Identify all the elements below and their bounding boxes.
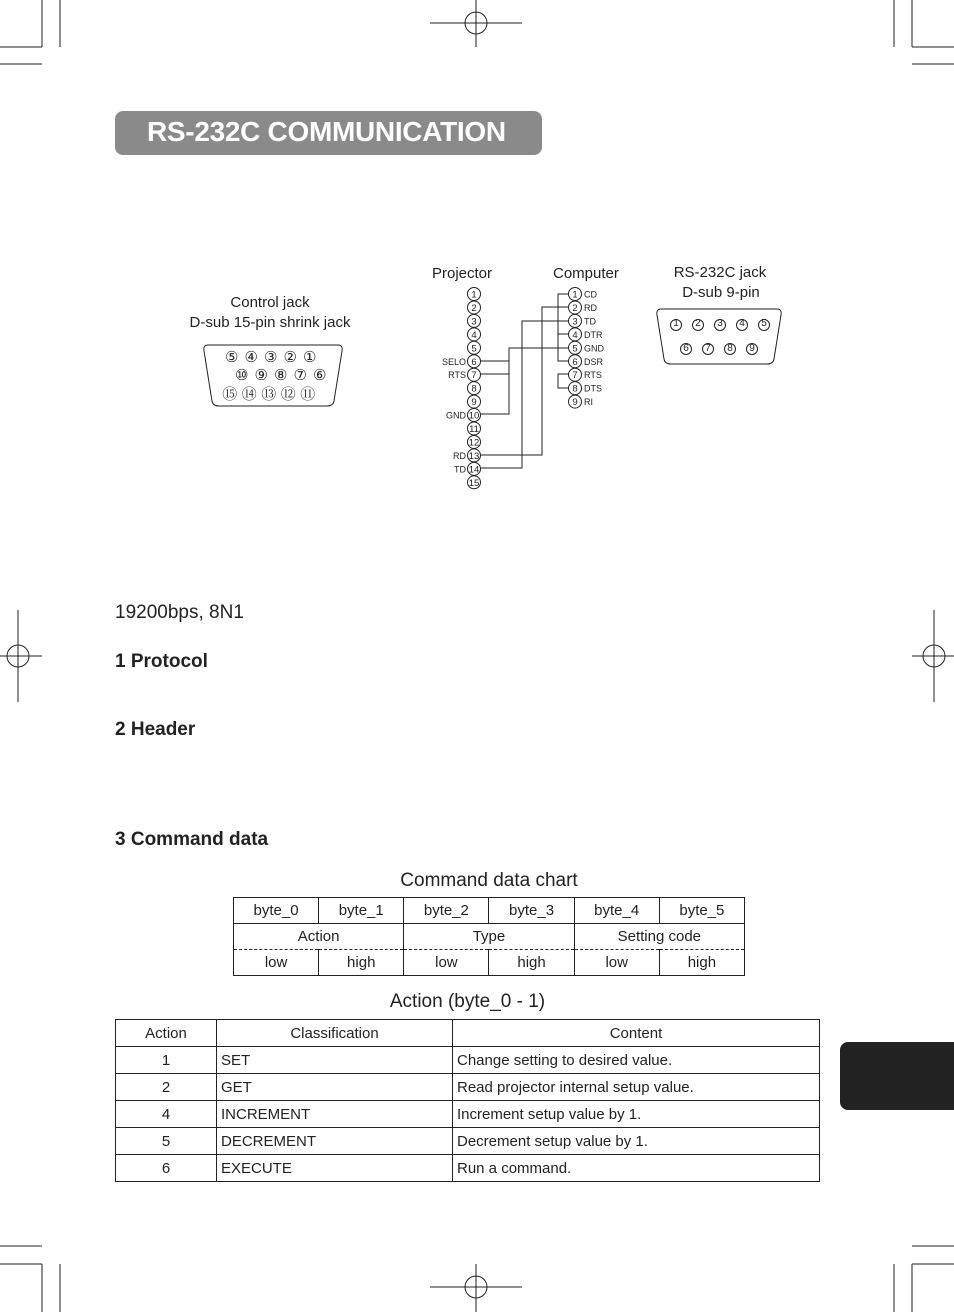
computer-pin-label: RD <box>584 302 597 313</box>
page-title: RS-232C COMMUNICATION <box>147 116 506 147</box>
classification-cell: INCREMENT <box>217 1101 453 1128</box>
control-jack-label: Control jack <box>230 294 310 311</box>
classification-cell: DECREMENT <box>217 1128 453 1155</box>
action-table-title: Action (byte_0 - 1) <box>389 991 546 1012</box>
byte-cell: byte_3 <box>489 898 574 924</box>
computer-pin-number: 6 <box>572 356 578 368</box>
action-cell: 4 <box>116 1101 217 1128</box>
rs232-jack-connector <box>655 307 783 367</box>
projector-pin-number: 6 <box>471 356 477 368</box>
rs232-pin: 9 <box>749 343 755 354</box>
action-table <box>115 1019 820 1182</box>
side-tab <box>840 1042 954 1110</box>
content-header: Content <box>453 1020 820 1047</box>
group-cell: Action <box>234 924 404 950</box>
classification-header: Classification <box>217 1020 453 1047</box>
control-jack-type: D-sub 15-pin shrink jack <box>189 314 351 331</box>
projector-pin-number: 15 <box>468 477 480 489</box>
computer-pin-label: DTS <box>584 383 602 394</box>
projector-label: Projector <box>432 265 493 282</box>
action-cell: 2 <box>116 1074 217 1101</box>
content-cell: Decrement setup value by 1. <box>453 1128 820 1155</box>
pin-3: ③ <box>264 349 278 366</box>
rs232-jack-label: RS-232C jack <box>673 264 767 281</box>
comm-settings: 19200bps, 8N1 <box>115 602 244 623</box>
order-cell: high <box>489 950 574 976</box>
computer-pin-number: 2 <box>572 302 578 314</box>
table-row <box>116 1047 820 1074</box>
order-cell: high <box>319 950 404 976</box>
rs232-jack-type: D-sub 9-pin <box>682 284 760 301</box>
projector-pin-number: 9 <box>471 397 477 409</box>
group-cell: Type <box>404 924 574 950</box>
rs232-pin: 3 <box>717 318 723 329</box>
classification-cell: SET <box>217 1047 453 1074</box>
table-row <box>116 1101 820 1128</box>
control-jack-row-2 <box>232 366 330 384</box>
pin-14: ⑭ <box>241 386 257 403</box>
computer-pin-label: DTR <box>584 329 603 340</box>
content-cell: Increment setup value by 1. <box>453 1101 820 1128</box>
pin-10: ⑩ <box>235 367 249 384</box>
section-command-data: 3 Command data <box>115 829 269 850</box>
order-cell: low <box>404 950 489 976</box>
action-cell: 1 <box>116 1047 217 1074</box>
projector-pin-number: 10 <box>468 410 480 422</box>
rs232-row-2 <box>675 343 763 354</box>
table-row <box>116 1128 820 1155</box>
projector-pin-number: 11 <box>469 424 479 435</box>
action-header: Action <box>116 1020 217 1047</box>
projector-pin-number: 12 <box>468 437 480 449</box>
computer-pin-number: 1 <box>572 289 578 301</box>
computer-pin-number: 4 <box>572 329 578 341</box>
computer-pin-label: TD <box>584 316 596 327</box>
projector-pin-number: 3 <box>471 316 477 328</box>
pin-11: ⑪ <box>300 386 316 403</box>
rs232-pin: 6 <box>683 343 689 354</box>
pin-7: ⑦ <box>293 367 307 384</box>
projector-pin-label: TD <box>454 464 466 475</box>
projector-pin-number: 8 <box>471 383 477 395</box>
content-cell: Run a command. <box>453 1155 820 1182</box>
rs232-pin: 1 <box>673 318 679 329</box>
rs232-pin: 4 <box>739 318 745 329</box>
rs232-row-1 <box>665 318 775 329</box>
table-row <box>116 1155 820 1182</box>
rs232-pin: 5 <box>761 318 767 329</box>
group-cell: Setting code <box>574 924 744 950</box>
pin-15: ⑮ <box>222 386 238 403</box>
computer-pin-number: 8 <box>572 383 578 395</box>
pin-12: ⑫ <box>280 386 296 403</box>
computer-pin-label: DSR <box>584 356 604 367</box>
computer-pin-label: CD <box>584 289 597 300</box>
projector-pin-label: RTS <box>448 370 466 381</box>
computer-pin-number: 3 <box>572 316 578 328</box>
byte-cell: byte_1 <box>319 898 404 924</box>
projector-pin-number: 2 <box>471 302 477 314</box>
computer-pin-number: 9 <box>572 397 578 409</box>
byte-cell: byte_5 <box>659 898 744 924</box>
table-row <box>116 1074 820 1101</box>
projector-pin-label: SELO <box>441 356 466 367</box>
order-cell: low <box>574 950 659 976</box>
section-header: 2 Header <box>115 719 196 740</box>
computer-pin-label: GND <box>584 343 604 354</box>
command-data-table <box>233 897 745 976</box>
rs232-pin: 7 <box>705 343 711 354</box>
projector-pin-label: GND <box>446 410 466 421</box>
projector-pin-number: 5 <box>471 343 477 355</box>
pin-4: ④ <box>244 349 258 366</box>
wiring-diagram <box>430 280 630 495</box>
pin-2: ② <box>283 349 297 366</box>
order-cell: low <box>234 950 319 976</box>
command-chart-title: Command data chart <box>400 870 578 891</box>
projector-pin-number: 14 <box>468 464 480 476</box>
pin-6: ⑥ <box>313 367 327 384</box>
pin-8: ⑧ <box>274 367 288 384</box>
rs232-pin: 8 <box>727 343 733 354</box>
classification-cell: EXECUTE <box>217 1155 453 1182</box>
pin-1: ① <box>303 349 317 366</box>
classification-cell: GET <box>217 1074 453 1101</box>
computer-pin-label: RTS <box>584 370 602 381</box>
byte-cell: byte_4 <box>574 898 659 924</box>
projector-pin-number: 1 <box>471 289 477 301</box>
computer-pin-label: RI <box>584 397 593 408</box>
computer-label: Computer <box>553 265 619 282</box>
projector-pin-label: RD <box>453 450 466 461</box>
projector-pin-number: 7 <box>471 370 477 382</box>
computer-pin-number: 7 <box>572 370 578 382</box>
content-cell: Read projector internal setup value. <box>453 1074 820 1101</box>
content-cell: Change setting to desired value. <box>453 1047 820 1074</box>
pin-5: ⑤ <box>225 349 239 366</box>
action-cell: 6 <box>116 1155 217 1182</box>
order-cell: high <box>659 950 744 976</box>
byte-cell: byte_2 <box>404 898 489 924</box>
byte-cell: byte_0 <box>234 898 319 924</box>
rs232-pin: 2 <box>695 318 701 329</box>
control-jack-row-3 <box>220 383 318 404</box>
projector-pin-number: 4 <box>471 329 477 341</box>
section-protocol: 1 Protocol <box>115 651 208 672</box>
action-cell: 5 <box>116 1128 217 1155</box>
control-jack-row-1 <box>222 348 320 366</box>
computer-pin-number: 5 <box>572 343 578 355</box>
pin-9: ⑨ <box>254 367 268 384</box>
pin-13: ⑬ <box>261 386 277 403</box>
projector-pin-number: 13 <box>468 450 480 462</box>
